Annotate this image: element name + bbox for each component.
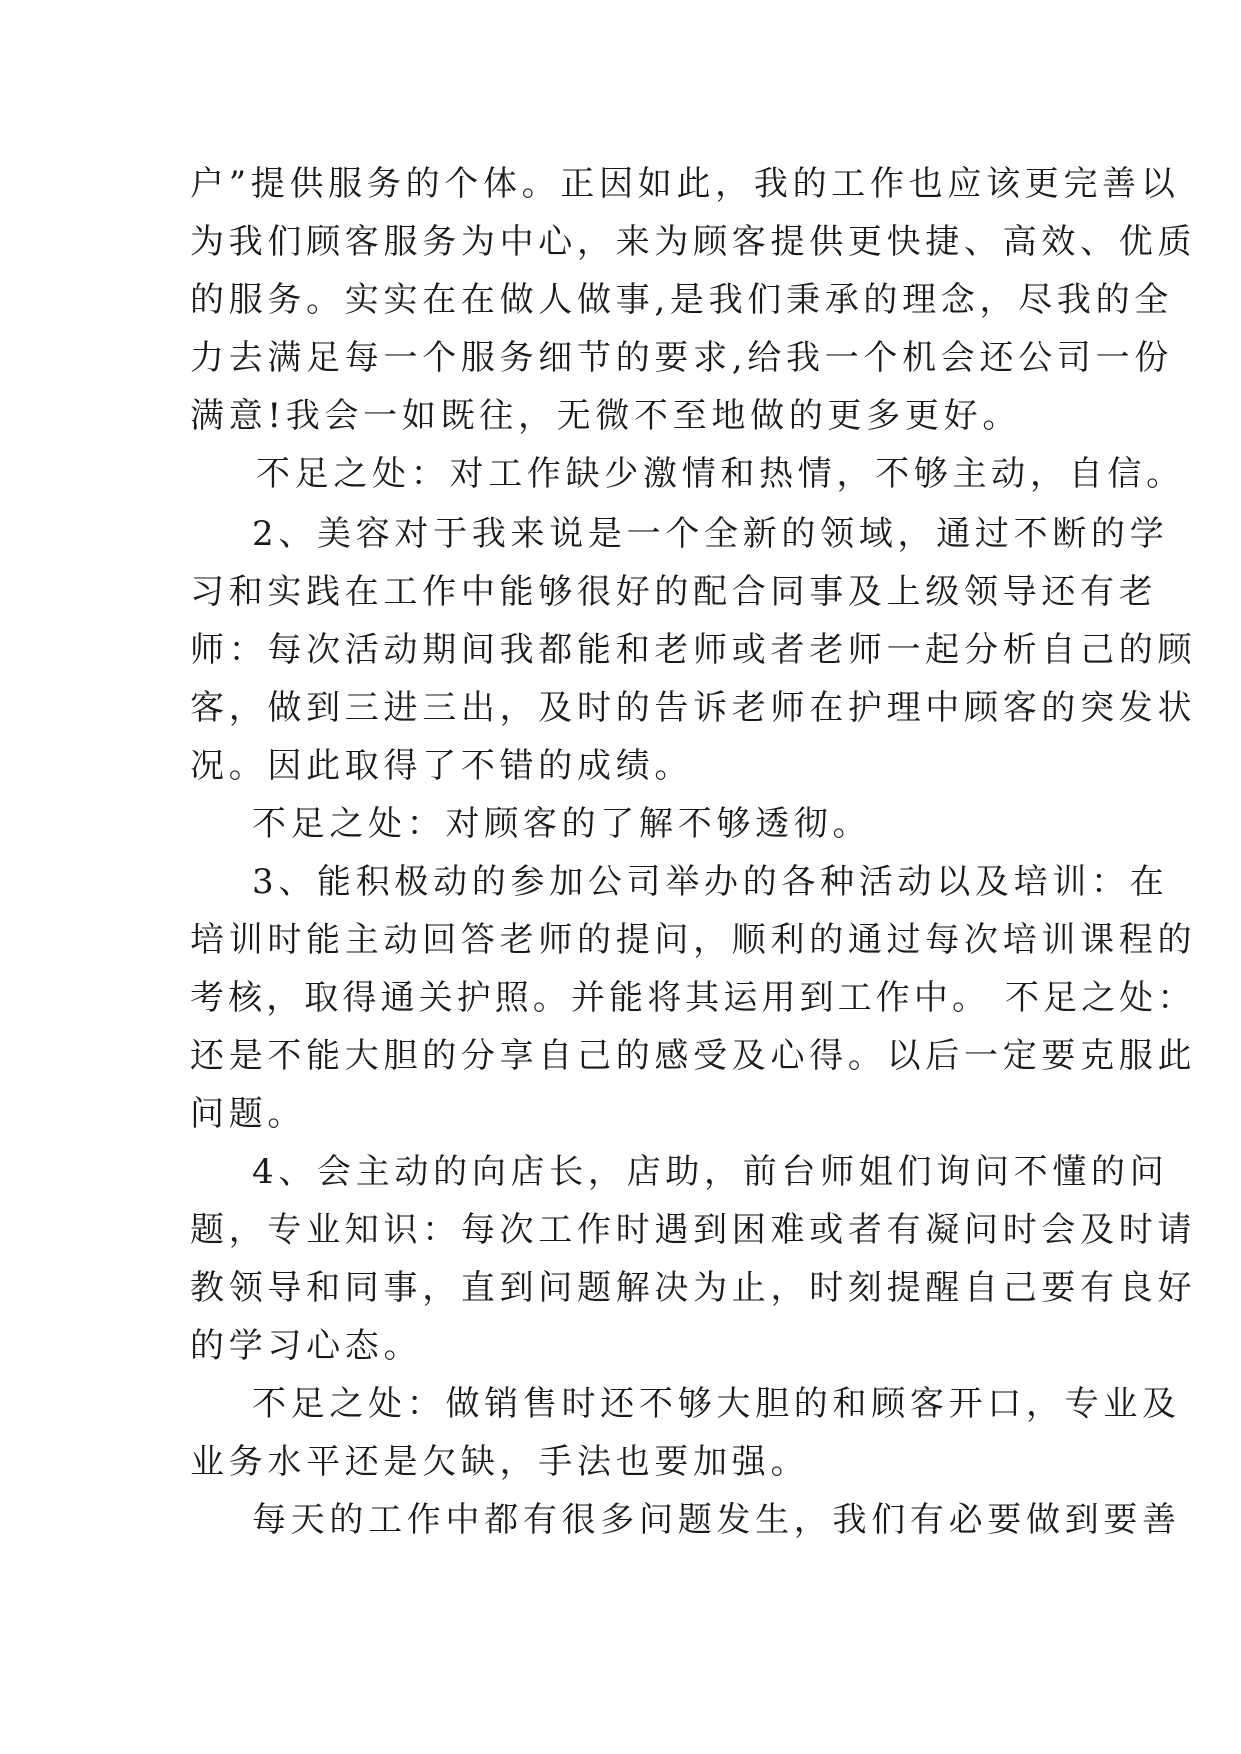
- paragraph-line: 还是不能大胆的分享自己的感受及心得。以后一定要克服此: [190, 1036, 1197, 1076]
- paragraph-line: 教领导和同事，直到问题解决为止，时刻提醒自己要有良好: [190, 1268, 1197, 1308]
- paragraph-line: 每天的工作中都有很多问题发生，我们有必要做到要善: [252, 1500, 1181, 1540]
- paragraph-line: 2、美容对于我来说是一个全新的领域，通过不断的学: [252, 514, 1169, 554]
- paragraph-line: 培训时能主动回答老师的提问，顺利的通过每次培训课程的: [190, 920, 1197, 960]
- paragraph-line: 3、能积极动的参加公司举办的各种活动以及培训：在: [252, 862, 1169, 902]
- paragraph-line: 客，做到三进三出，及时的告诉老师在护理中顾客的突发状: [190, 688, 1197, 728]
- paragraph-line: 不足之处：做销售时还不够大胆的和顾客开口，专业及: [252, 1384, 1181, 1424]
- paragraph-line: 况。因此取得了不错的成绩。: [190, 746, 694, 786]
- paragraph-line: 为我们顾客服务为中心，来为顾客提供更快捷、高效、优质: [190, 222, 1197, 262]
- paragraph-line: 4、会主动的向店长，店助，前台师姐们询问不懂的问: [252, 1152, 1169, 1192]
- paragraph-line: 的学习心态。: [190, 1326, 423, 1366]
- paragraph-line: 题，专业知识：每次工作时遇到困难或者有凝问时会及时请: [190, 1210, 1197, 1250]
- paragraph-line: 考核，取得通关护照。并能将其运用到工作中。 不足之处：: [190, 978, 1196, 1018]
- paragraph-line: 业务水平还是欠缺，手法也要加强。: [190, 1442, 810, 1482]
- paragraph-line: 习和实践在工作中能够很好的配合同事及上级领导还有老: [190, 572, 1158, 612]
- paragraph-line: 满意!我会一如既往，无微不至地做的更多更好。: [190, 396, 1022, 436]
- paragraph-line: 的服务。实实在在做人做事,是我们秉承的理念，尽我的全: [190, 280, 1174, 320]
- paragraph-line: 力去满足每一个服务细节的要求,给我一个机会还公司一份: [190, 338, 1174, 378]
- paragraph-line: 不足之处：对顾客的了解不够透彻。: [252, 804, 872, 844]
- paragraph-line: 户”提供服务的个体。正因如此，我的工作也应该更完善以: [190, 164, 1180, 204]
- paragraph-line: 师：每次活动期间我都能和老师或者老师一起分析自己的顾: [190, 630, 1197, 670]
- paragraph-line: 问题。: [190, 1094, 307, 1134]
- paragraph-line: 不足之处：对工作缺少激情和热情，不够主动，自信。: [256, 454, 1185, 494]
